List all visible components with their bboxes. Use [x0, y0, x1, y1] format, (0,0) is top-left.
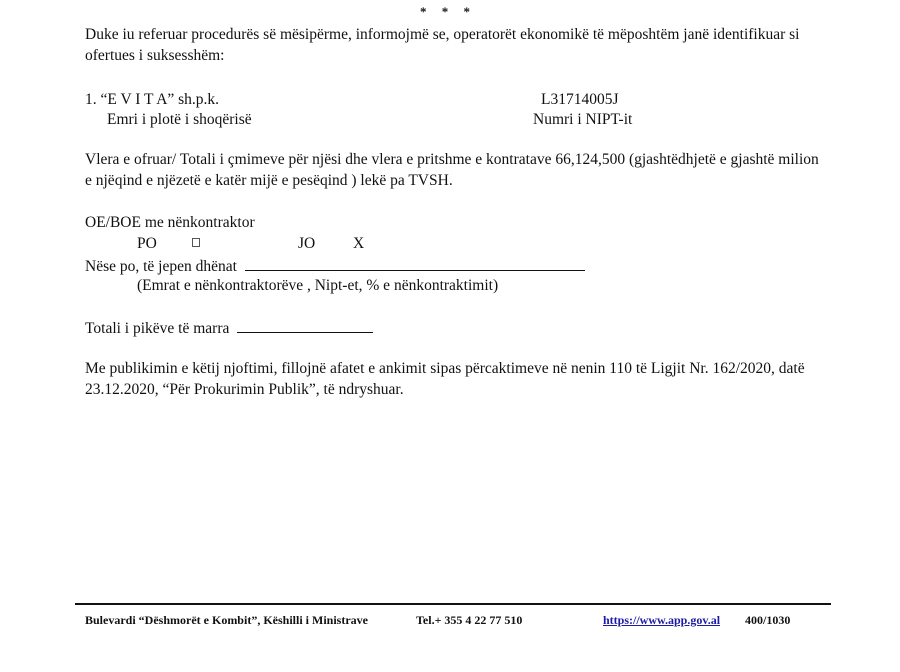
winner-nipt: L31714005J: [541, 91, 619, 108]
publication-paragraph: Me publikimin e këtij njoftimi, fillojnë afatet e ankimit sipas përcaktimeve në nenin 110 të Ligjit Nr. 162/2020, datë 23.12.2020, “Për Prokurimin Publik”, të ndryshuar.: [85, 360, 805, 398]
offer-paragraph: Vlera e ofruar/ Totali i çmimeve për njësi dhe vlera e pritshme e kontratave 66,124,500 (gjashtëdhjetë e gjashtë milion e njëqind e njëzetë e katër mijë e pesëqind ) lekë pa TVSH.: [85, 151, 819, 189]
points-field[interactable]: [237, 318, 373, 333]
intro-paragraph: Duke iu referuar procedurës së mësipërme, informojmë se, operatorët ekonomikë të mëposhtëm janë identifikuar si ofertues i suksesshëm:: [85, 26, 800, 64]
subcontractor-no-mark: X: [353, 235, 365, 252]
subcontractor-yes-checkbox[interactable]: [192, 238, 200, 247]
subcontractor-yes-label: PO: [137, 235, 157, 252]
footer-divider: [75, 603, 831, 605]
subcontractor-details-row: [85, 256, 585, 276]
winner-nipt-label: Numri i NIPT-it: [533, 111, 633, 128]
subcontractor-details-field[interactable]: [245, 256, 585, 271]
points-row: [85, 318, 373, 338]
subcontractor-heading: OE/BOE me nënkontraktor: [85, 214, 255, 231]
footer-phone: Tel.+ 355 4 22 77 510: [416, 613, 523, 627]
footer-website-link[interactable]: https://www.app.gov.al: [603, 613, 721, 627]
subcontractor-no-label: JO: [298, 235, 316, 252]
footer-page-number: 400/1030: [745, 613, 791, 627]
separator-stars: * * *: [420, 4, 476, 19]
footer-website-container: [603, 612, 720, 628]
points-label: Totali i pikëve të marra: [85, 320, 230, 337]
winner-name-label: Emri i plotë i shoqërisë: [107, 111, 252, 128]
winner-name: 1. “E V I T A” sh.p.k.: [85, 91, 220, 108]
subcontractor-details-label: Nëse po, të jepen dhënat: [85, 258, 237, 275]
subcontractor-details-hint: (Emrat e nënkontraktorëve , Nipt-et, % e nënkontraktimit): [137, 277, 499, 294]
footer-address: Bulevardi “Dëshmorët e Kombit”, Këshilli i Ministrave: [85, 613, 368, 627]
